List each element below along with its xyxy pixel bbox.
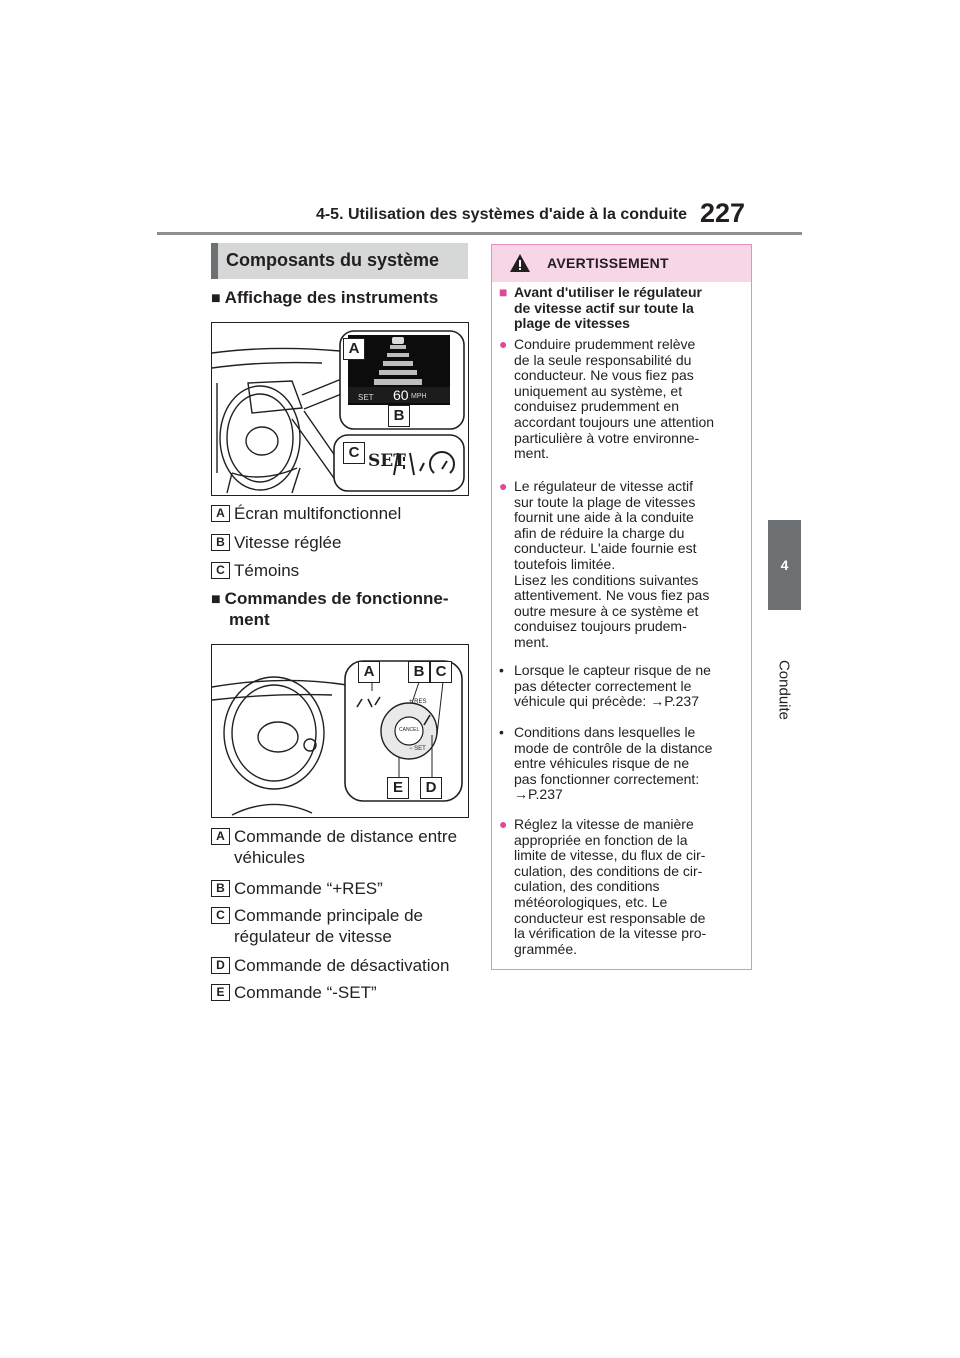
- callout-c: C: [430, 661, 452, 683]
- set-small-label: SET: [358, 393, 374, 402]
- legend-item: Témoins: [234, 561, 300, 580]
- text-line: conducteur est responsable de: [514, 909, 706, 926]
- warning-sub-item: [499, 725, 744, 803]
- section-heading-title: Composants du système: [226, 250, 440, 270]
- warning-paragraph-text: [514, 479, 744, 651]
- text-line: fournit une aide à la conduite: [514, 509, 694, 526]
- callout-e: E: [387, 777, 409, 799]
- text-line: Conditions dans lesquelles le: [514, 724, 696, 740]
- text-line: de la seule responsabilité du: [514, 351, 692, 368]
- text-line: uniquement au système, et: [514, 382, 683, 399]
- text-line: pas détecter correctement le: [514, 677, 692, 694]
- warning-paragraph-text: [514, 817, 744, 957]
- res-label: + RES: [409, 699, 427, 705]
- instrument-illustration: [212, 323, 468, 495]
- key-label: A: [211, 505, 230, 522]
- legend-item-line2: véhicules: [234, 848, 305, 867]
- text-line: culation, des conditions de cir-: [514, 862, 703, 879]
- callout-b: B: [408, 661, 430, 683]
- text-line: Lorsque le capteur risque de ne: [514, 662, 711, 678]
- warning-sub-item-text: [514, 725, 744, 803]
- callout-c: C: [343, 442, 365, 464]
- circle-bullet-icon: ●: [499, 336, 508, 352]
- speed-unit: MPH: [411, 393, 427, 400]
- page-number: 227: [700, 198, 746, 228]
- res-label-text: RES: [414, 699, 427, 705]
- legend-item: Commande “+RES”: [234, 879, 383, 898]
- text-line: pas fonctionner correctement:: [514, 770, 700, 787]
- square-bullet-icon: ■: [211, 591, 221, 608]
- instruments-heading: [211, 287, 438, 310]
- text-line: de vitesse actif sur toute la: [514, 299, 694, 316]
- text-line: entre véhicules risque de ne: [514, 755, 690, 772]
- warning-box: [491, 244, 752, 970]
- legend-item-line2: régulateur de vitesse: [234, 927, 392, 946]
- text-line: culation, des conditions: [514, 878, 660, 895]
- warning-header: [492, 245, 751, 282]
- text-line: météorologiques, etc. Le: [514, 893, 668, 910]
- legend-item-line1: Commande principale de: [234, 906, 423, 925]
- square-bullet-icon: ■: [499, 284, 508, 300]
- text-line: appropriée en fonction de la: [514, 831, 688, 848]
- chapter-tab-number: 4: [780, 557, 789, 573]
- warning-paragraph: [499, 479, 744, 651]
- key-label: B: [211, 534, 230, 551]
- text-line: attentivement. Ne vous fiez pas: [514, 587, 710, 604]
- warning-sub-item: [499, 663, 744, 710]
- text-line: limite de vitesse, du flux de cir-: [514, 847, 706, 864]
- text-line: Lisez les conditions suivantes: [514, 571, 699, 588]
- legend-item: Vitesse réglée: [234, 533, 342, 552]
- chapter-tab-label-text: Conduite: [775, 659, 793, 721]
- legend-item-line1: Commande de distance entre: [234, 827, 458, 846]
- warning-paragraph-text: [514, 337, 744, 462]
- text-line: ment.: [514, 445, 550, 462]
- text-line: conducteur. L'aide fournie est: [514, 540, 697, 557]
- warning-paragraph: [499, 337, 744, 462]
- dot-bullet-icon: •: [499, 724, 504, 740]
- text-line: véhicule qui précède: →P.237: [514, 693, 699, 710]
- legend-item: [234, 826, 457, 868]
- text-line: ment.: [514, 633, 550, 650]
- header-rule: [157, 232, 802, 235]
- circle-bullet-icon: ●: [499, 478, 508, 494]
- text-line: particulière à votre environne-: [514, 429, 700, 446]
- instruments-heading-text: Affichage des instruments: [224, 288, 439, 307]
- cancel-label: CANCEL: [399, 727, 420, 733]
- warning-main-heading: [499, 285, 744, 332]
- text-line: afin de réduire la charge du: [514, 524, 685, 541]
- key-label: E: [211, 984, 230, 1001]
- set-label: − SET: [409, 746, 426, 752]
- set-label-text: SET: [414, 746, 426, 752]
- chapter-title: 4-5. Utilisation des systèmes d'aide à la conduite: [315, 206, 687, 223]
- warning-paragraph: [499, 817, 744, 957]
- legend-item: Commande “-SET”: [234, 983, 377, 1002]
- set-indicator-label: SET: [368, 451, 406, 471]
- text-line: outre mesure à ce système et: [514, 602, 699, 619]
- key-label: A: [211, 828, 230, 845]
- text-line: Réglez la vitesse de manière: [514, 816, 694, 832]
- text-line: Le régulateur de vitesse actif: [514, 478, 693, 494]
- key-label: C: [211, 907, 230, 924]
- text-line: conducteur. Ne vous fiez pas: [514, 367, 694, 384]
- dot-bullet-icon: •: [499, 662, 504, 678]
- legend-item: [234, 905, 423, 947]
- text-line: Avant d'utiliser le régulateur: [514, 284, 702, 300]
- key-label: C: [211, 562, 230, 579]
- controls-heading-line1: Commandes de fonctionne-: [224, 589, 449, 608]
- key-label: D: [211, 957, 230, 974]
- warning-sub-item-text: [514, 663, 744, 710]
- text-line: grammée.: [514, 940, 578, 957]
- text-line: toutefois limitée.: [514, 555, 616, 572]
- text-line: accordant toujours une attention: [514, 413, 715, 430]
- section-heading: [211, 243, 468, 279]
- circle-bullet-icon: ●: [499, 816, 508, 832]
- legend-item: Écran multifonctionnel: [234, 504, 402, 523]
- callout-d: D: [420, 777, 442, 799]
- text-line: Conduire prudemment relève: [514, 336, 696, 352]
- text-line: la vérification de la vitesse pro-: [514, 925, 707, 942]
- set-speed-value: 60: [393, 387, 409, 403]
- warning-main-heading-text: [514, 285, 744, 332]
- warning-triangle-icon: [509, 253, 531, 273]
- square-bullet-icon: ■: [211, 290, 221, 307]
- key-label: B: [211, 880, 230, 897]
- warning-title: AVERTISSEMENT: [547, 255, 669, 271]
- text-line: →P.237: [514, 786, 563, 803]
- callout-a: A: [358, 661, 380, 683]
- section-heading-bar: [211, 243, 218, 279]
- text-line: mode de contrôle de la distance: [514, 739, 713, 756]
- text-line: conduisez prudemment en: [514, 398, 679, 415]
- instrument-figure: [211, 322, 469, 496]
- controls-heading: [211, 588, 449, 611]
- controls-figure: [211, 644, 469, 818]
- text-line: sur toute la plage de vitesses: [514, 493, 696, 510]
- callout-b: B: [388, 405, 410, 427]
- legend-item: Commande de désactivation: [234, 956, 450, 975]
- controls-heading-line2: ment: [229, 610, 270, 629]
- text-line: conduisez toujours prudem-: [514, 618, 687, 635]
- chapter-tab[interactable]: [768, 520, 801, 610]
- callout-a: A: [343, 338, 365, 360]
- chapter-tab-label: [752, 650, 816, 730]
- text-line: plage de vitesses: [514, 315, 630, 332]
